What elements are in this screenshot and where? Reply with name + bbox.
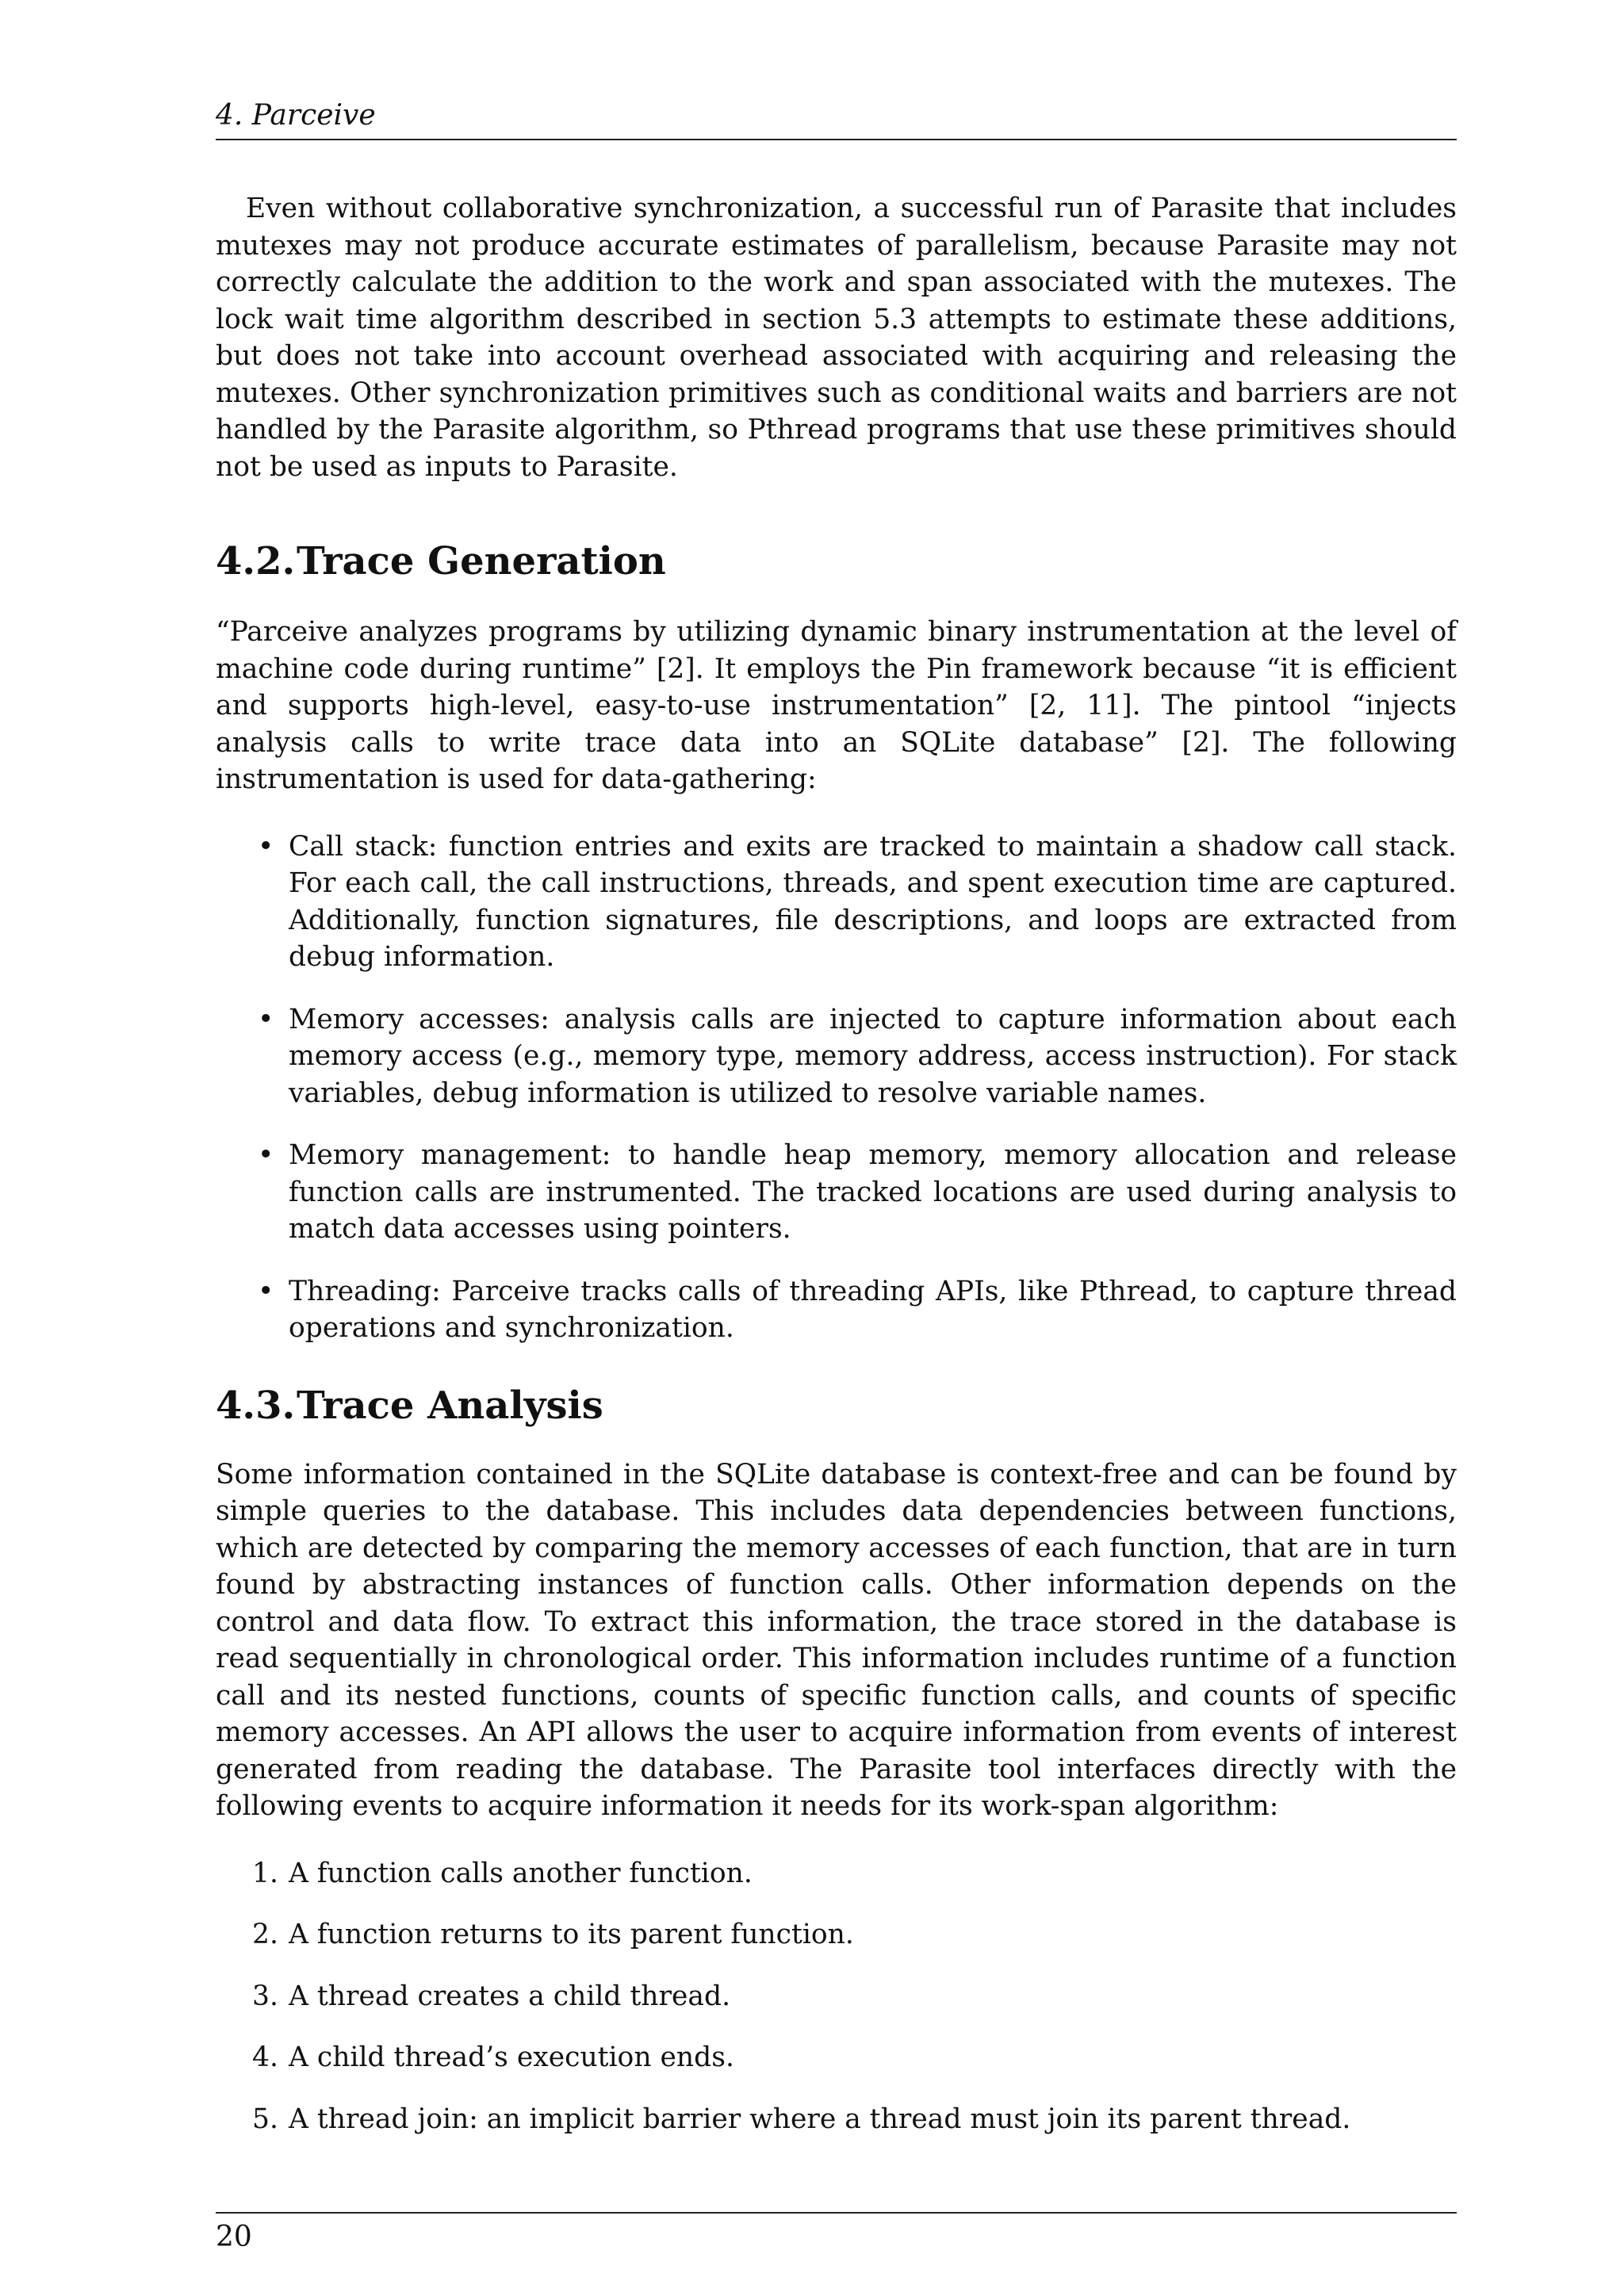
instrumentation-list bbox=[216, 828, 1457, 1347]
section-title: Trace Analysis bbox=[297, 1383, 603, 1428]
list-item: 2. A function returns to its parent function. bbox=[252, 1919, 854, 1950]
list-item: 5. A thread join: an implicit barrier where a thread must join its parent thread. bbox=[252, 2103, 1351, 2135]
list-item: 3. A thread creates a child thread. bbox=[252, 1980, 731, 2012]
list-item: • Memory management: to handle heap memory, memory allocation and release function calls are instrumented. The tracked locations are used during analysis to match data accesses using pointers. bbox=[216, 1137, 1457, 1248]
list-item: • Call stack: function entries and exits are tracked to maintain a shadow call stack. For each call, the call instructions, threads, and spent execution time are captured. Additionally, function signatures, file descriptions, and loops are extracted from debug information. bbox=[216, 828, 1457, 976]
page-number: 20 bbox=[216, 2221, 252, 2253]
list-item: 1. A function calls another function. bbox=[252, 1857, 753, 1889]
page-body bbox=[216, 190, 1457, 2162]
header-rule bbox=[216, 139, 1457, 140]
section-number: 4.3. bbox=[216, 1383, 296, 1428]
intro-paragraph: Even without collaborative synchronization, a successful run of Parasite that includes mutexes may not produce accurate estimates of parallelism, because Parasite may not correctly calculate the addition to the work and span associated with the mutexes. The lock wait time algorithm described in section 5.3 attempts to estimate these additions, but does not take into account overhead associated with acquiring and releasing the mutexes. Other synchronization primitives such as conditional waits and barriers are not handled by the Parasite algorithm, so Pthread programs that use these primitives should not be used as inputs to Parasite. bbox=[216, 193, 1457, 483]
footer-rule bbox=[216, 2212, 1457, 2214]
bullet-icon: • bbox=[258, 1275, 274, 1307]
bullet-icon: • bbox=[258, 1003, 274, 1035]
trace-analysis-paragraph: Some information contained in the SQLite database is context-free and can be found by simple queries to the database. This includes data dependencies between functions, which are detected by comparing the memory accesses of each function, that are in turn found by abstracting instances of function calls. Other information depends on the control and data flow. To extract this information, the trace stored in the database is read sequentially in chronological order. This information includes runtime of a function call and its nested functions, counts of specific function calls, and counts of specific memory accesses. An API allows the user to acquire information from events of interest generated from reading the database. The Parasite tool interfaces directly with the following events to acquire information it needs for its work-span algorithm: bbox=[216, 1458, 1457, 1822]
bullet-icon: • bbox=[258, 830, 274, 863]
list-item: • Threading: Parceive tracks calls of threading APIs, like Pthread, to capture thread operations and synchronization. bbox=[216, 1273, 1457, 1347]
section-number: 4.2. bbox=[216, 539, 296, 584]
list-item: • Memory accesses: analysis calls are injected to capture information about each memory access (e.g., memory type, memory address, access instruction). For stack variables, debug information is utilized to resolve variable names. bbox=[216, 1001, 1457, 1112]
section-title: Trace Generation bbox=[297, 539, 666, 584]
section-heading-trace-analysis bbox=[216, 1382, 1457, 1429]
trace-generation-paragraph: “Parceive analyzes programs by utilizing dynamic binary instrumentation at the level of machine code during runtime” [2]. It employs the Pin framework because “it is efficient and supports high-level, easy-to-use instrumentation” [2, 11]. The pintool “injects analysis calls to write trace data into an SQLite database” [2]. The following instrumentation is used for data-gathering: bbox=[216, 616, 1457, 795]
section-heading-trace-generation bbox=[216, 538, 1457, 585]
bullet-icon: • bbox=[258, 1139, 274, 1171]
running-header: 4. Parceive bbox=[216, 99, 376, 132]
events-list bbox=[216, 1855, 1457, 2138]
list-item: 4. A child thread’s execution ends. bbox=[252, 2042, 734, 2073]
